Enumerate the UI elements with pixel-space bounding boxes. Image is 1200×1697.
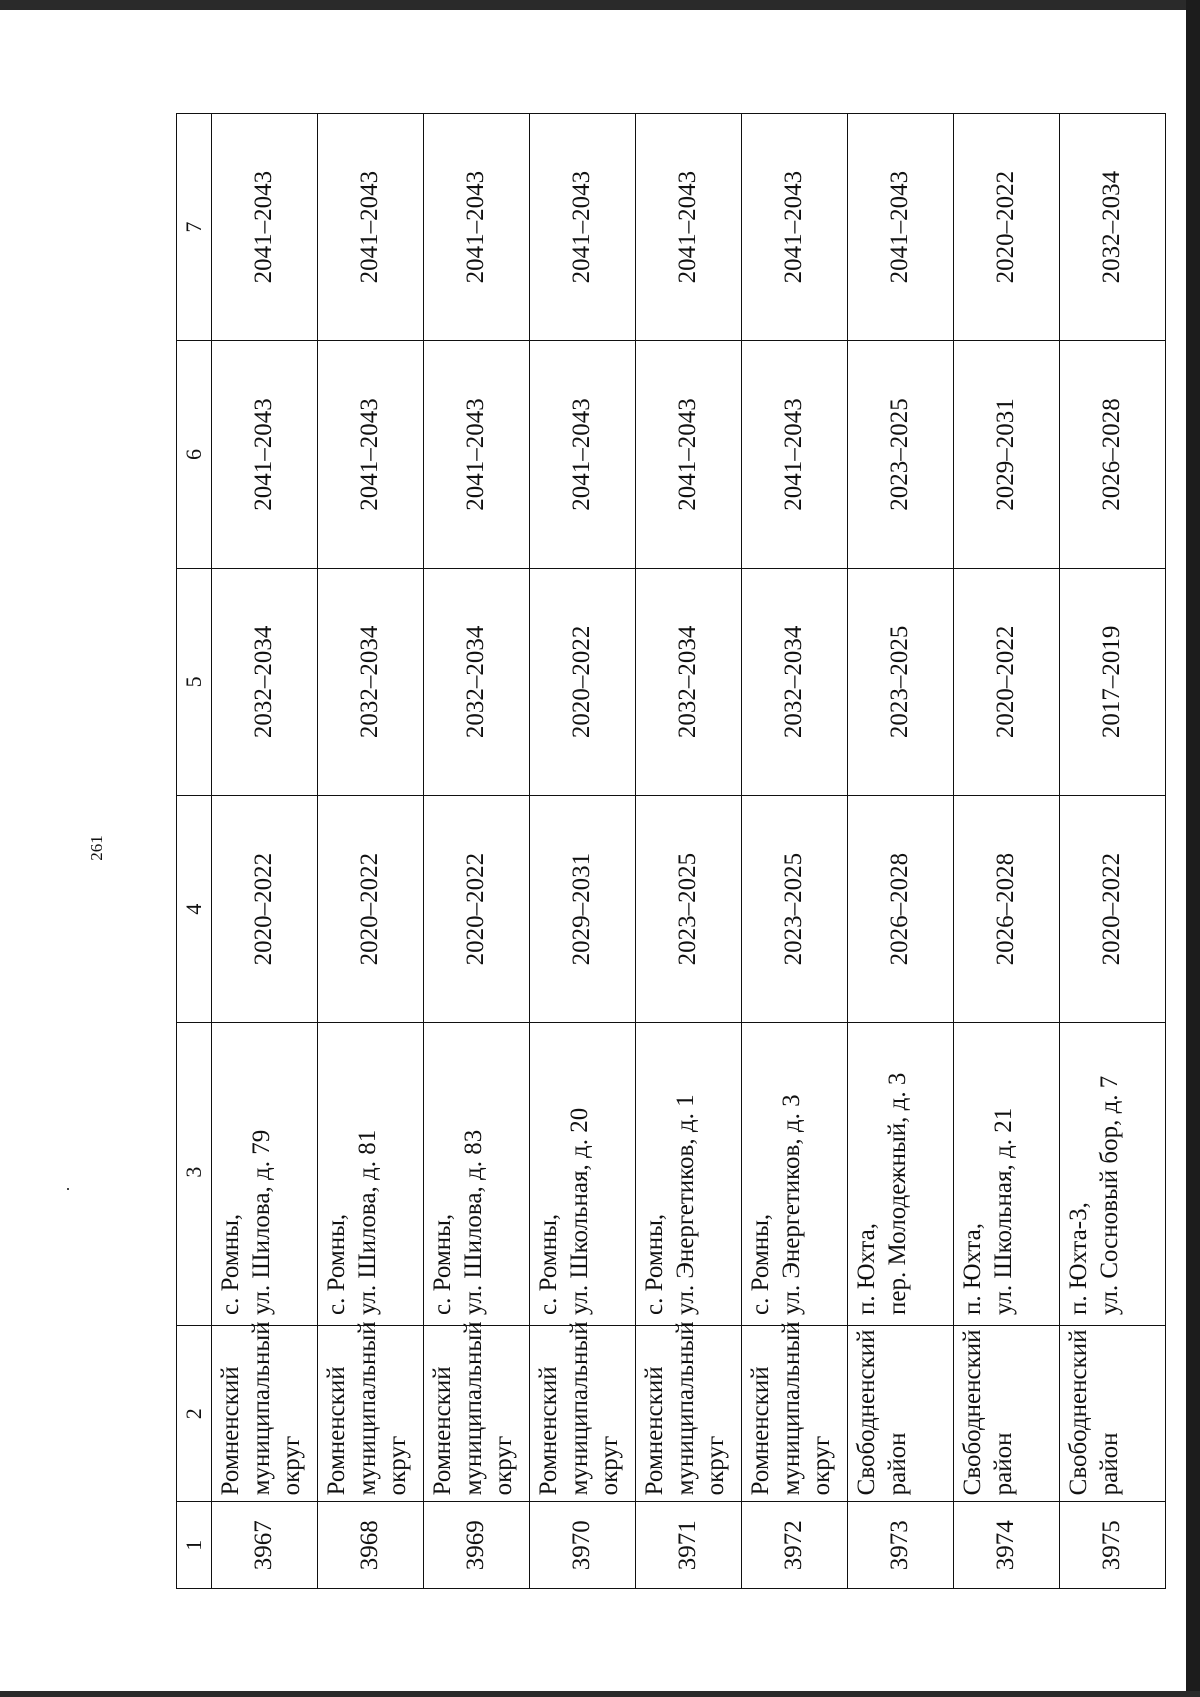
address-line: с. Ромны, bbox=[429, 1213, 456, 1316]
district-line: район bbox=[989, 1432, 1017, 1496]
address-line: ул. Энергетиков, д. 1 bbox=[671, 1094, 699, 1316]
address-line: с. Ромны, bbox=[535, 1213, 562, 1316]
cell-period-6: 2026–2028 bbox=[1060, 341, 1166, 568]
cell-address bbox=[318, 1023, 424, 1326]
cell-number: 3968 bbox=[318, 1502, 424, 1589]
table-row bbox=[318, 114, 424, 1589]
district-line: Ромненский bbox=[217, 1366, 244, 1496]
address-line: ул. Шилова, д. 79 bbox=[247, 1129, 275, 1316]
cell-period-5: 2032–2034 bbox=[636, 568, 742, 795]
cell-period-6: 2041–2043 bbox=[530, 341, 636, 568]
district-line: Ромненский bbox=[535, 1366, 562, 1496]
scan-border-top bbox=[0, 0, 1200, 10]
district-line: Ромненский bbox=[747, 1366, 774, 1496]
cell-period-6: 2041–2043 bbox=[424, 341, 530, 568]
address-line: ул. Сосновый бор, д. 7 bbox=[1095, 1075, 1123, 1316]
scan-speck bbox=[67, 1188, 69, 1190]
cell-period-4: 2020–2022 bbox=[212, 795, 318, 1022]
table-body bbox=[212, 114, 1166, 1589]
cell-address bbox=[530, 1023, 636, 1326]
address-line: ул. Энергетиков, д. 3 bbox=[777, 1094, 805, 1316]
cell-number: 3972 bbox=[742, 1502, 848, 1589]
district-line: район bbox=[883, 1432, 911, 1496]
cell-number: 3973 bbox=[848, 1502, 954, 1589]
address-line: пер. Молодежный, д. 3 bbox=[883, 1072, 911, 1316]
district-line: Свободненский bbox=[959, 1329, 986, 1496]
column-header-1: 1 bbox=[177, 1502, 212, 1589]
address-line: ул. Школьная, д. 20 bbox=[565, 1107, 593, 1316]
table-row bbox=[954, 114, 1060, 1589]
district-line: округ bbox=[596, 1435, 623, 1496]
district-line: Ромненский bbox=[429, 1366, 456, 1496]
cell-period-4: 2029–2031 bbox=[530, 795, 636, 1022]
cell-district bbox=[1060, 1326, 1166, 1502]
cell-period-4: 2023–2025 bbox=[636, 795, 742, 1022]
cell-address bbox=[954, 1023, 1060, 1326]
cell-period-6: 2041–2043 bbox=[742, 341, 848, 568]
scan-border-right bbox=[1186, 0, 1200, 1697]
cell-period-4: 2020–2022 bbox=[1060, 795, 1166, 1022]
cell-period-7: 2041–2043 bbox=[318, 114, 424, 341]
scan-border-bottom bbox=[0, 1691, 1200, 1697]
district-line: муниципальный bbox=[565, 1321, 593, 1496]
schedule-table bbox=[176, 113, 1166, 1589]
cell-period-6: 2023–2025 bbox=[848, 341, 954, 568]
district-line: муниципальный bbox=[459, 1321, 487, 1496]
cell-period-7: 2041–2043 bbox=[848, 114, 954, 341]
cell-period-5: 2032–2034 bbox=[318, 568, 424, 795]
cell-period-6: 2041–2043 bbox=[636, 341, 742, 568]
cell-district bbox=[318, 1321, 424, 1502]
cell-period-5: 2017–2019 bbox=[1060, 568, 1166, 795]
cell-period-6: 2029–2031 bbox=[954, 341, 1060, 568]
cell-period-5: 2032–2034 bbox=[424, 568, 530, 795]
district-line: Ромненский bbox=[323, 1366, 350, 1496]
cell-period-5: 2032–2034 bbox=[212, 568, 318, 795]
district-line: округ bbox=[808, 1435, 835, 1496]
cell-period-7: 2041–2043 bbox=[424, 114, 530, 341]
cell-period-5: 2023–2025 bbox=[848, 568, 954, 795]
rotated-table-container bbox=[176, 113, 1144, 1589]
table-row bbox=[1060, 114, 1166, 1589]
cell-period-4: 2026–2028 bbox=[848, 795, 954, 1022]
cell-district bbox=[636, 1321, 742, 1502]
address-line: с. Ромны, bbox=[323, 1213, 350, 1316]
table-row bbox=[212, 114, 318, 1589]
cell-period-4: 2026–2028 bbox=[954, 795, 1060, 1022]
district-line: Свободненский bbox=[853, 1329, 880, 1496]
cell-period-6: 2041–2043 bbox=[318, 341, 424, 568]
cell-number: 3975 bbox=[1060, 1502, 1166, 1589]
address-line: с. Ромны, bbox=[747, 1213, 774, 1316]
table-row bbox=[636, 114, 742, 1589]
cell-district bbox=[530, 1321, 636, 1502]
address-line: с. Ромны, bbox=[217, 1213, 244, 1316]
district-line: муниципальный bbox=[247, 1321, 275, 1496]
cell-number: 3971 bbox=[636, 1502, 742, 1589]
cell-period-4: 2023–2025 bbox=[742, 795, 848, 1022]
district-line: муниципальный bbox=[353, 1321, 381, 1496]
cell-district bbox=[212, 1321, 318, 1502]
table-row bbox=[424, 114, 530, 1589]
cell-district bbox=[742, 1321, 848, 1502]
cell-period-7: 2041–2043 bbox=[212, 114, 318, 341]
table-wrapper bbox=[176, 113, 1144, 1589]
cell-period-5: 2032–2034 bbox=[742, 568, 848, 795]
column-header-7: 7 bbox=[177, 114, 212, 341]
cell-period-6: 2041–2043 bbox=[212, 341, 318, 568]
cell-number: 3970 bbox=[530, 1502, 636, 1589]
district-line: округ bbox=[384, 1435, 411, 1496]
district-line: район bbox=[1095, 1432, 1123, 1496]
page-number: 261 bbox=[87, 835, 106, 861]
cell-address bbox=[212, 1023, 318, 1326]
address-line: ул. Шилова, д. 83 bbox=[459, 1129, 487, 1316]
cell-period-4: 2020–2022 bbox=[318, 795, 424, 1022]
column-header-2: 2 bbox=[177, 1326, 212, 1502]
district-line: округ bbox=[490, 1435, 517, 1496]
cell-number: 3974 bbox=[954, 1502, 1060, 1589]
address-line: с. Ромны, bbox=[641, 1213, 668, 1316]
column-header-4: 4 bbox=[177, 795, 212, 1022]
cell-number: 3969 bbox=[424, 1502, 530, 1589]
cell-period-5: 2020–2022 bbox=[954, 568, 1060, 795]
address-line: ул. Шилова, д. 81 bbox=[353, 1129, 381, 1316]
cell-address bbox=[1060, 1023, 1166, 1326]
address-line: п. Юхта-3, bbox=[1065, 1202, 1092, 1316]
cell-period-4: 2020–2022 bbox=[424, 795, 530, 1022]
district-line: муниципальный bbox=[777, 1321, 805, 1496]
district-line: Свободненский bbox=[1065, 1329, 1092, 1496]
column-header-6: 6 bbox=[177, 341, 212, 568]
district-line: муниципальный bbox=[671, 1321, 699, 1496]
cell-period-5: 2020–2022 bbox=[530, 568, 636, 795]
cell-period-7: 2020–2022 bbox=[954, 114, 1060, 341]
column-header-3: 3 bbox=[177, 1023, 212, 1326]
address-line: ул. Школьная, д. 21 bbox=[989, 1107, 1017, 1316]
address-line: п. Юхта, bbox=[853, 1222, 880, 1316]
district-line: Ромненский bbox=[641, 1366, 668, 1496]
cell-period-7: 2032–2034 bbox=[1060, 114, 1166, 341]
table-row bbox=[848, 114, 954, 1589]
cell-district bbox=[954, 1326, 1060, 1502]
cell-address bbox=[742, 1023, 848, 1326]
cell-address bbox=[424, 1023, 530, 1326]
table-row bbox=[742, 114, 848, 1589]
cell-period-7: 2041–2043 bbox=[636, 114, 742, 341]
cell-number: 3967 bbox=[212, 1502, 318, 1589]
address-line: п. Юхта, bbox=[959, 1222, 986, 1316]
cell-period-7: 2041–2043 bbox=[742, 114, 848, 341]
cell-address bbox=[848, 1023, 954, 1326]
header-row bbox=[177, 114, 212, 1589]
cell-district bbox=[848, 1326, 954, 1502]
cell-address bbox=[636, 1023, 742, 1326]
cell-period-7: 2041–2043 bbox=[530, 114, 636, 341]
column-header-5: 5 bbox=[177, 568, 212, 795]
table-row bbox=[530, 114, 636, 1589]
district-line: округ bbox=[702, 1435, 729, 1496]
district-line: округ bbox=[278, 1435, 305, 1496]
cell-district bbox=[424, 1321, 530, 1502]
